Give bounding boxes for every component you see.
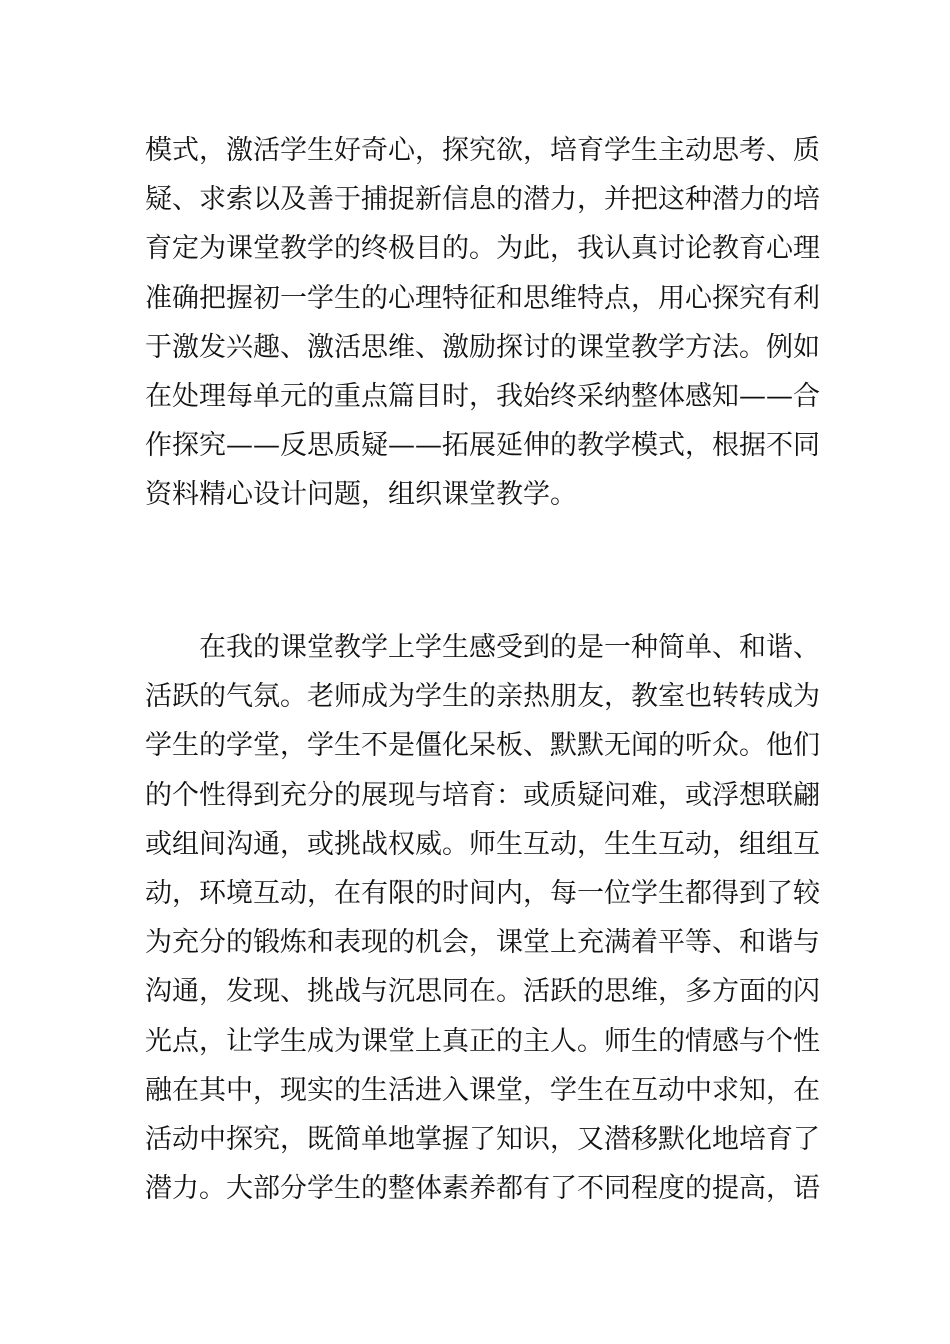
text-line: 活动中探究，既简单地掌握了知识，又潜移默化地培育了: [145, 1123, 820, 1155]
text-line: 疑、求索以及善于捕捉新信息的潜力，并把这种潜力的培: [145, 184, 820, 216]
text-line: 准确把握初一学生的心理特征和思维特点，用心探究有利: [145, 282, 820, 314]
text-line: 或组间沟通，或挑战权威。师生互动，生生互动，组组互: [145, 828, 820, 860]
paragraph-classroom-atmosphere: [145, 623, 820, 1213]
text-line: 育定为课堂教学的终极目的。为此，我认真讨论教育心理: [145, 233, 820, 265]
text-line: 在处理每单元的重点篇目时，我始终采纳整体感知——合: [145, 380, 820, 412]
text-line: 作探究——反思质疑——拓展延伸的教学模式，根据不同: [145, 430, 820, 462]
text-line: 资料精心设计问题，组织课堂教学。: [145, 479, 577, 511]
text-line: 学生的学堂，学生不是僵化呆板、默默无闻的听众。他们: [145, 730, 820, 762]
text-line: 活跃的气氛。老师成为学生的亲热朋友，教室也转转成为: [145, 681, 820, 713]
text-line: 为充分的锻炼和表现的机会，课堂上充满着平等、和谐与: [145, 927, 820, 959]
text-line: 模式，激活学生好奇心，探究欲，培育学生主动思考、质: [145, 135, 820, 166]
text-line: 在我的课堂教学上学生感受到的是一种简单、和谐、: [199, 632, 820, 663]
text-line: 光点，让学生成为课堂上真正的主人。师生的情感与个性: [145, 1025, 820, 1057]
text-line: 沟通，发现、挑战与沉思同在。活跃的思维，多方面的闪: [145, 976, 820, 1008]
text-line: 融在其中，现实的生活进入课堂，学生在互动中求知，在: [145, 1074, 820, 1106]
text-line: 的个性得到充分的展现与培育：或质疑问难，或浮想联翩: [145, 779, 820, 811]
text-line: 动，环境互动，在有限的时间内，每一位学生都得到了较: [145, 877, 820, 909]
paragraph-teaching-method: [145, 126, 820, 520]
text-line: 潜力。大部分学生的整体素养都有了不同程度的提高，语: [145, 1173, 820, 1205]
text-line: 于激发兴趣、激活思维、激励探讨的课堂教学方法。例如: [145, 331, 820, 363]
